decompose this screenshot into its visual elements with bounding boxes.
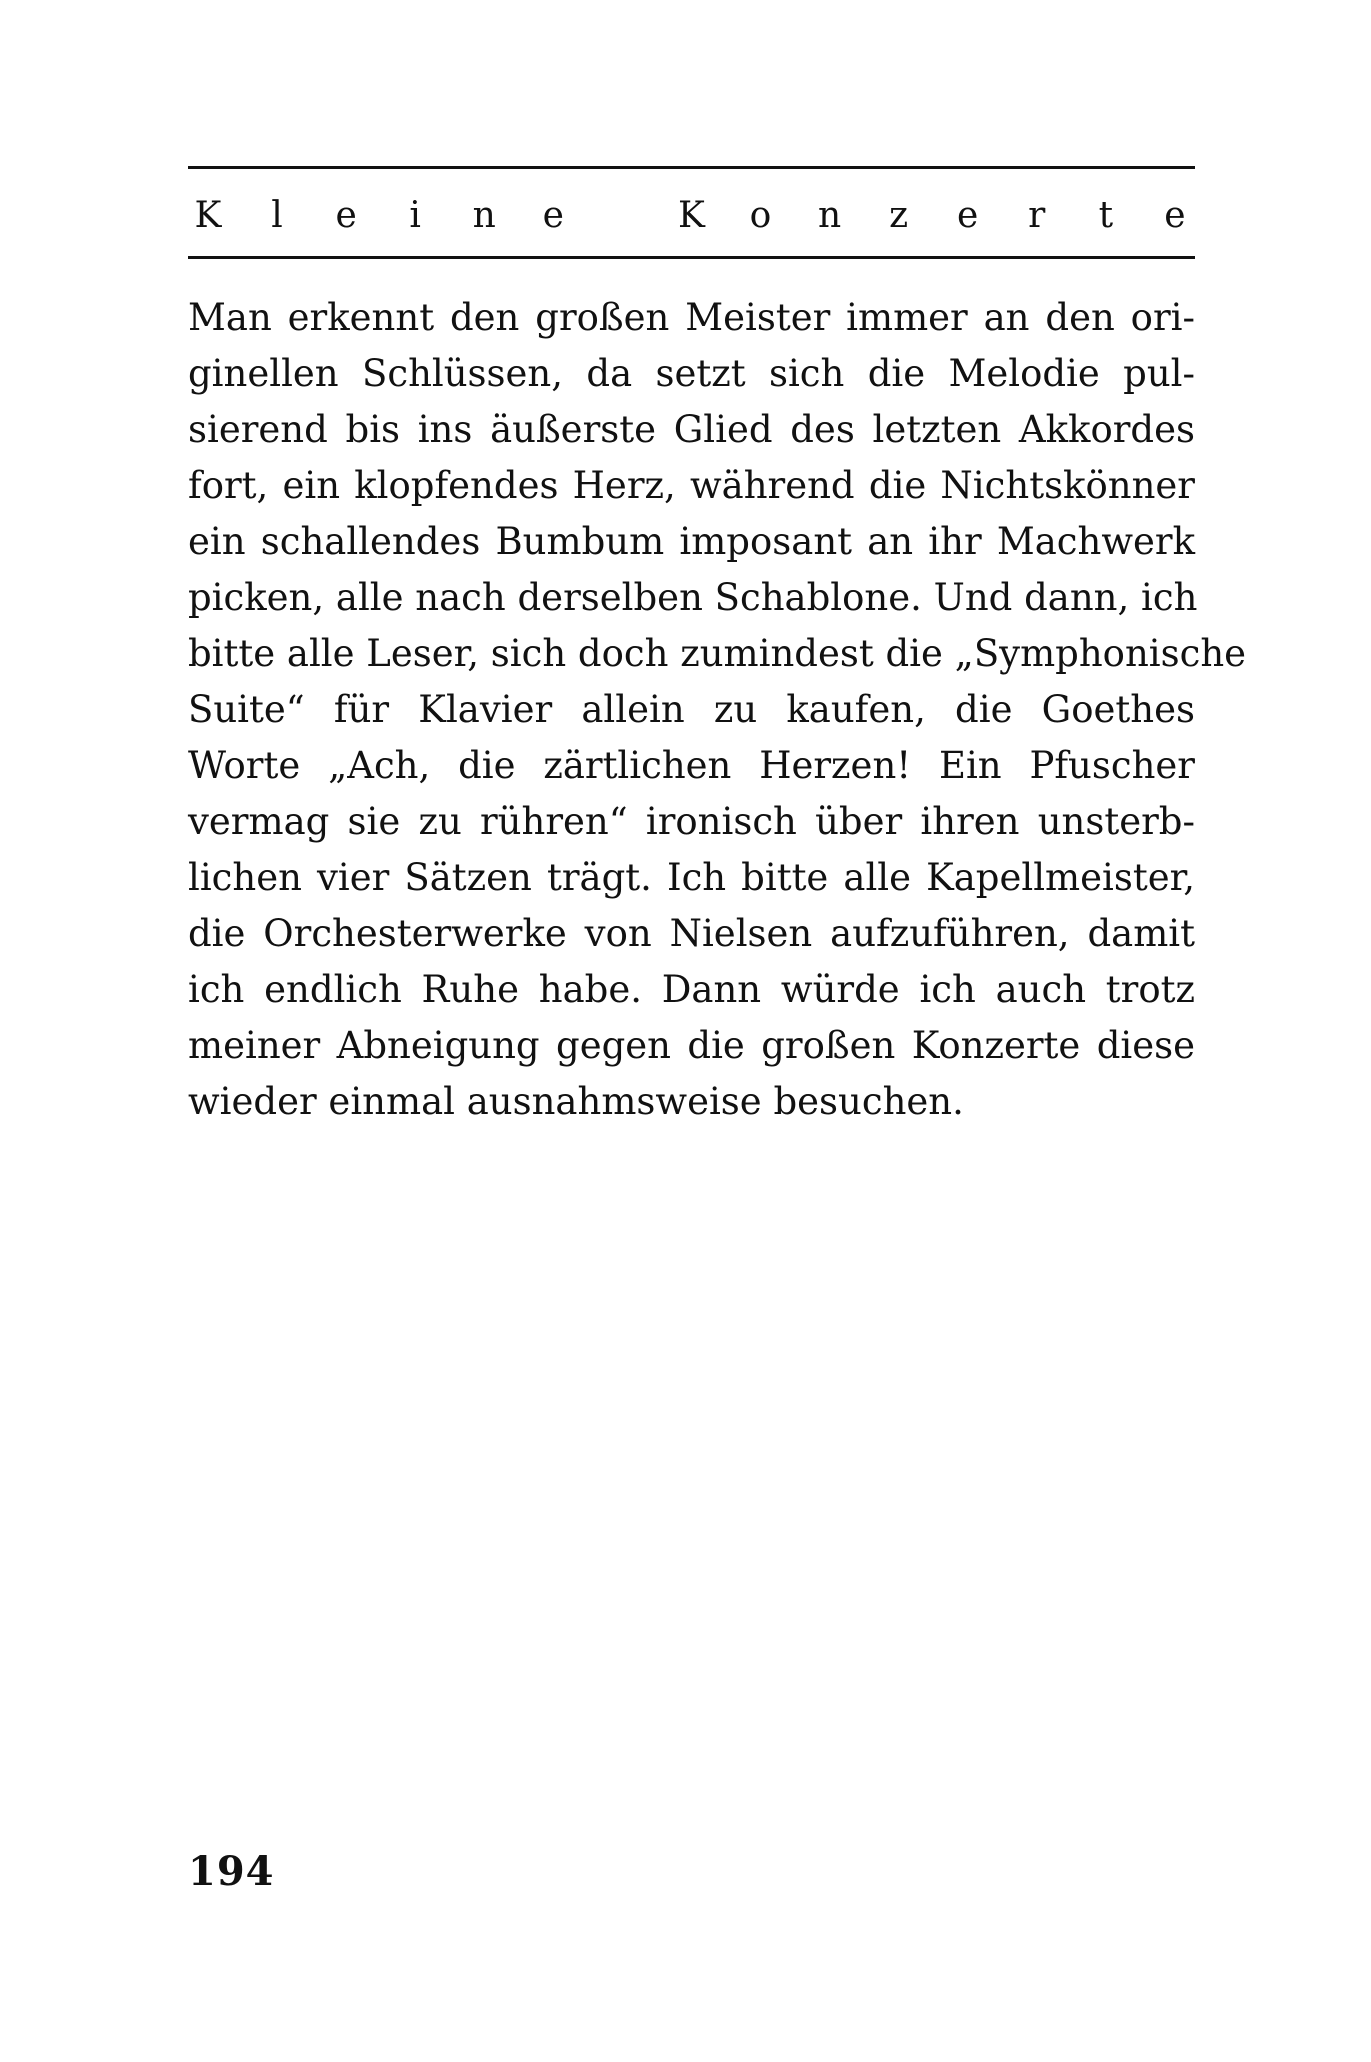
running-head-letter: r (1028, 195, 1046, 236)
text-line: vermag sie zu rühren“ ironisch über ihren unsterb- (188, 800, 1195, 843)
header-top-rule (188, 166, 1195, 169)
text-line: Man erkennt den großen Meister immer an den ori- (188, 296, 1195, 339)
running-head-letter: z (889, 195, 909, 236)
running-head-letter: e (1164, 195, 1186, 236)
text-line: fort, ein klopfendes Herz, während die Nichtskönner (188, 464, 1195, 507)
running-head-letter: o (749, 195, 772, 236)
running-head-letter: e (957, 195, 979, 236)
text-line: die Orchesterwerke von Nielsen aufzuführen, damit (188, 912, 1195, 955)
running-head-letter: t (1098, 195, 1114, 236)
running-head-letter: l (271, 195, 283, 236)
text-line: bitte alle Leser, sich doch zumindest die „Symphonische (188, 632, 1247, 675)
running-head-letter: e (335, 195, 357, 236)
running-head (188, 186, 1195, 246)
running-head-letter: n (817, 195, 842, 236)
text-line: ich endlich Ruhe habe. Dann würde ich auch trotz (188, 968, 1195, 1011)
text-line: meiner Abneigung gegen die großen Konzerte diese (188, 1024, 1195, 1067)
running-head-letter: K (677, 195, 705, 236)
text-line: ginellen Schlüssen, da setzt sich die Melodie pul- (188, 352, 1195, 395)
text-line: picken, alle nach derselben Schablone. Und dann, ich (188, 576, 1198, 619)
running-head-letter: e (542, 195, 564, 236)
text-line: sierend bis ins äußerste Glied des letzten Akkordes (188, 408, 1195, 451)
page-number: 194 (188, 1848, 275, 1895)
running-head-letter: i (409, 195, 421, 236)
header-bottom-rule (188, 256, 1195, 259)
text-line: ein schallendes Bumbum imposant an ihr Machwerk (188, 520, 1195, 563)
text-line: Worte „Ach, die zärtlichen Herzen! Ein Pfuscher (188, 744, 1195, 787)
running-head-letter: K (194, 195, 222, 236)
body-paragraph (188, 290, 1247, 1130)
text-line: wieder einmal ausnahmsweise besuchen. (188, 1080, 964, 1123)
text-line: lichen vier Sätzen trägt. Ich bitte alle Kapellmeister, (188, 856, 1195, 899)
running-head-letter: n (472, 195, 496, 236)
text-line: Suite“ für Klavier allein zu kaufen, die Goethes (188, 688, 1195, 731)
